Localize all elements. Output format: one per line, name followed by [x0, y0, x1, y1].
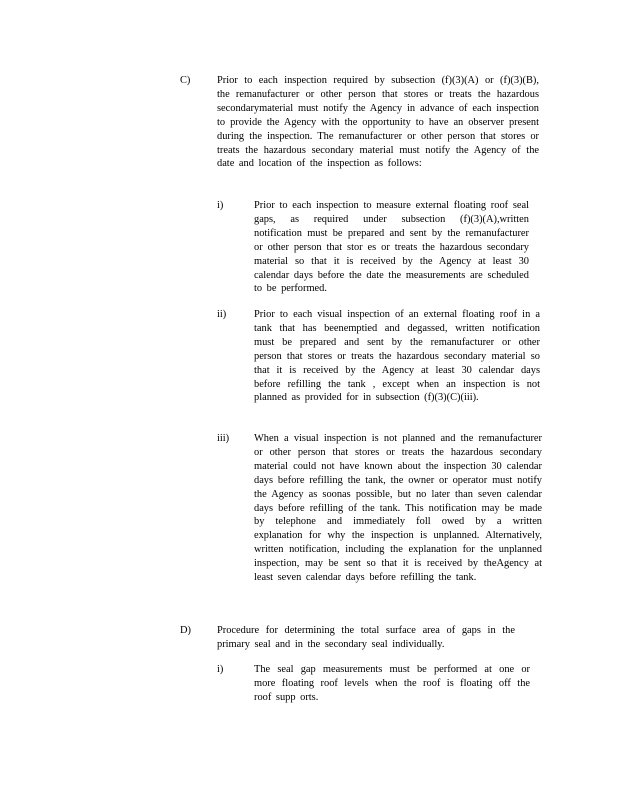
section-c-item-ii-paragraph: Prior to each visual inspection of an external floating roof in a tank that has beenemptied and degassed, written notification must be prepared and sent by the remanufacturer or other person that stores or treats the hazardous secondary material so that it is received by the Agency at least 30 calendar days before refilling the tank , except when an inspection is not planned as provided for in subsection (f)(3)(C)(iii).	[254, 309, 540, 404]
section-d-marker: D)	[180, 625, 191, 636]
section-c-item-ii-marker: ii)	[217, 309, 227, 320]
section-c-marker: C)	[180, 75, 191, 86]
section-d-item-i-paragraph: The seal gap measurements must be performed at one or more floating roof levels when the roof is floating off the roof supp orts.	[254, 664, 530, 703]
section-c-paragraph: Prior to each inspection required by subsection (f)(3)(A) or (f)(3)(B), the remanufacturer or other person that stores or treats the hazardous secondarymaterial must notify the Agency in advance of each inspection to provide the Agency with the opportunity to have an observer present during the inspection. The remanufacturer or other person that stores or treats the hazardous secondary material must notify the Agency of the date and location of the inspection as follows:	[217, 75, 539, 170]
section-c-item-i-marker: i)	[217, 200, 224, 211]
section-d-item-i-marker: i)	[217, 664, 224, 675]
section-c-item-i-paragraph: Prior to each inspection to measure external floating roof seal gaps, as required under subsection (f)(3)(A),written notification must be prepared and sent by the remanufacturer or other person that stor es or treats the hazardous secondary material so that it is received by the Agency at least 30 calendar days before the date the measurements are scheduled to be performed.	[254, 200, 529, 295]
section-d-paragraph: Procedure for determining the total surface area of gaps in the primary seal and in the secondary seal individually.	[217, 625, 515, 650]
section-c-item-iii-marker: iii)	[217, 433, 230, 444]
section-c-item-iii-paragraph: When a visual inspection is not planned and the remanufacturer or other person that stores or treats the hazardous secondary material could not have known about the inspection 30 calendar days before refilling the tank, the owner or operator must notify the Agency as soonas possible, but no later than seven calendar days before refilling of the tank. This notification may be made by telephone and immediately foll owed by a written explanation for why the inspection is unplanned. Alternatively, written notification, including the explanation for the unplanned inspection, may be sent so that it is received by theAgency at least seven calendar days before refilling the tank.	[254, 433, 542, 584]
